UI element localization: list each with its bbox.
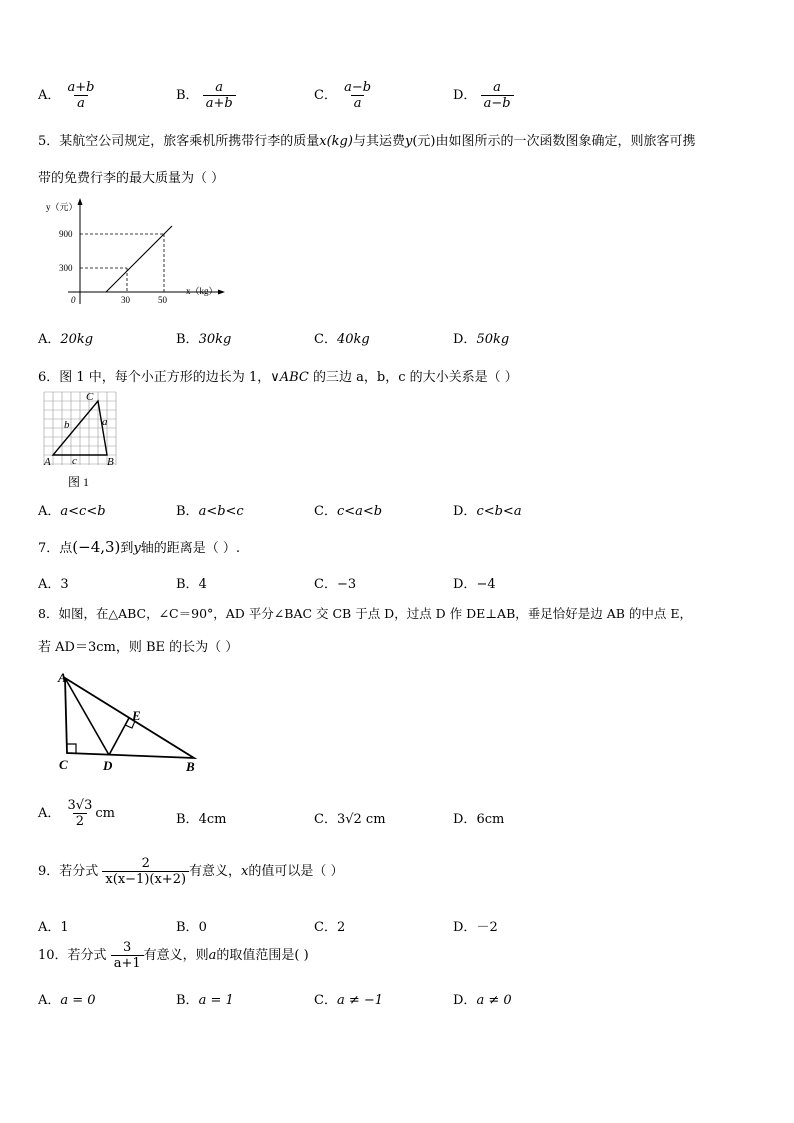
- q4-a-den: a: [74, 95, 88, 111]
- q10-option-c[interactable]: C．a ≠ −1: [314, 993, 384, 1008]
- q4-option-d[interactable]: D． $\frac{a}{a-b}$: [453, 80, 514, 111]
- q8-label-a: A: [58, 670, 67, 685]
- q5-question-line2: 带的免费行李的最大质量为（ ）: [38, 171, 225, 186]
- q9-option-c[interactable]: C．2: [314, 920, 346, 935]
- q8-option-b[interactable]: B．4cm: [176, 812, 227, 827]
- q4-c-num: a−b: [344, 80, 372, 95]
- q5-x-label: x（kg）: [186, 286, 218, 296]
- q8-option-c[interactable]: C．3√2 cm: [314, 812, 386, 827]
- q10-option-a[interactable]: A．a = 0: [38, 993, 96, 1008]
- q6-label-a-vertex: A: [44, 456, 51, 468]
- q4-c-den: a: [351, 95, 365, 111]
- q10-question: 10．若分式 $\frac{3}{a+1}$ 有意义，则a的取值范围是( ): [38, 940, 309, 971]
- q4-b-den: a+b: [203, 95, 236, 111]
- q9-option-a[interactable]: A．1: [38, 920, 69, 935]
- q6-question: 6．图 1 中，每个小正方形的边长为 1，∨ABC 的三边 a，b，c 的大小关系是（ ）: [38, 370, 518, 385]
- q5-y-arrow: [78, 198, 83, 205]
- q6-option-d[interactable]: D．c<b<a: [453, 504, 522, 519]
- q6-label-side-a: a: [102, 416, 108, 428]
- q9-option-d[interactable]: D．－2: [453, 920, 498, 935]
- q6-figure-caption: 图 1: [68, 475, 90, 489]
- q10-option-b[interactable]: B．a = 1: [176, 993, 234, 1008]
- q8-option-d[interactable]: D．6cm: [453, 812, 505, 827]
- q9-num: 2: [141, 856, 150, 871]
- q4-option-b[interactable]: B． $\frac{a}{a+b}$: [176, 80, 236, 111]
- q5-origin: 0: [71, 295, 76, 305]
- q4-d-den: a−b: [481, 95, 514, 111]
- q5-option-c[interactable]: C．40kg: [314, 332, 370, 347]
- q6-grid-figure: [40, 388, 124, 490]
- q5-y-tick-900: 900: [59, 229, 73, 239]
- q7-option-d[interactable]: D．−4: [453, 577, 496, 592]
- q7-option-c[interactable]: C．−3: [314, 577, 357, 592]
- q6-label-c-vertex: C: [86, 391, 94, 403]
- q5-function-line: [106, 226, 172, 292]
- q6-label-side-b: b: [64, 419, 70, 431]
- q8-triangle-abc: [65, 678, 194, 758]
- q10-den: a+1: [111, 955, 144, 971]
- q6-option-c[interactable]: C．c<a<b: [314, 504, 383, 519]
- q9-question: 9．若分式 $\frac{2}{x(x-1)(x+2)}$ 有意义，x的值可以是（ ）: [38, 856, 344, 887]
- q8-label-c: C: [59, 757, 68, 772]
- q4-a-num: a+b: [67, 80, 95, 95]
- q5-question-line1: 5．某航空公司规定，旅客乘机所携带行李的质量x(kg)与其运费y(元)由如图所示的一次函数图象确定，则旅客可携: [38, 134, 696, 149]
- q5-y-label: y（元）: [46, 202, 78, 212]
- q7-option-a[interactable]: A．3: [38, 577, 69, 592]
- q4-b-num: a: [215, 80, 224, 95]
- q8-right-angle-c: [67, 744, 76, 753]
- q5-x-tick-50: 50: [158, 295, 167, 305]
- q5-x-arrow: [218, 290, 225, 295]
- q5-line-graph: [40, 196, 225, 306]
- q8-label-e: E: [132, 708, 141, 723]
- q8-a-den: 2: [73, 813, 87, 829]
- q9-den: x(x−1)(x+2): [102, 871, 189, 887]
- q5-option-a[interactable]: A．20kg: [38, 332, 94, 347]
- q8-segment-de: [109, 718, 129, 755]
- q8-label-d: D: [103, 758, 113, 773]
- q8-label-b: B: [186, 759, 195, 774]
- q8-a-num: 3√3: [67, 798, 93, 813]
- q6-label-side-c: c: [72, 455, 77, 467]
- q6-option-a[interactable]: A．a<c<b: [38, 504, 106, 519]
- q5-option-d[interactable]: D．50kg: [453, 332, 510, 347]
- q6-label-b-vertex: B: [107, 456, 114, 468]
- q7-question: 7．点(−4,3)到y轴的距离是（ ）.: [38, 538, 241, 556]
- q4-d-num: a: [493, 80, 501, 95]
- q5-option-b[interactable]: B．30kg: [176, 332, 232, 347]
- q6-option-b[interactable]: B．a<b<c: [176, 504, 244, 519]
- q10-option-d[interactable]: D．a ≠ 0: [453, 993, 512, 1008]
- q8-question-line2: 若 AD＝3cm，则 BE 的长为（ ）: [38, 640, 239, 655]
- q4-option-c[interactable]: C． $\frac{a-b}{a}$: [314, 80, 374, 111]
- q5-y-tick-300: 300: [59, 263, 73, 273]
- q8-option-a[interactable]: A． $\frac{3√3}{2}$ cm: [38, 798, 115, 829]
- q8-triangle-figure: [54, 668, 204, 776]
- q9-option-b[interactable]: B．0: [176, 920, 207, 935]
- q5-x-tick-30: 30: [121, 295, 130, 305]
- q10-num: 3: [123, 940, 132, 955]
- q4-option-a[interactable]: A． $\frac{a+b}{a}$: [38, 80, 98, 111]
- q8-question-line1: 8．如图，在△ABC，∠C＝90°，AD 平分∠BAC 交 CB 于点 D，过点 D 作 DE⊥AB，垂足恰好是边 AB 的中点 E，: [38, 606, 693, 621]
- q7-option-b[interactable]: B．4: [176, 577, 207, 592]
- q6-grid: [44, 392, 116, 465]
